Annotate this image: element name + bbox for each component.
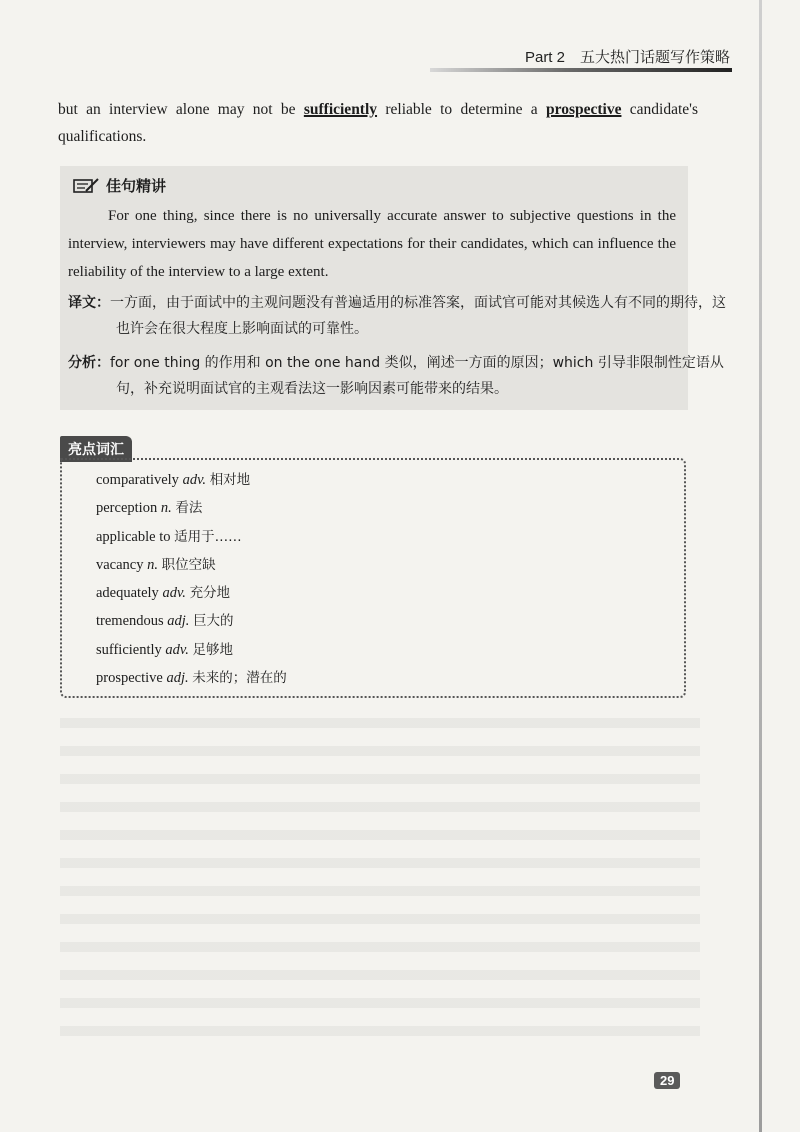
vocab-meaning: 适用于……: [174, 528, 242, 545]
vocab-meaning: 相对地: [209, 472, 251, 488]
vocab-item: [96, 636, 287, 664]
analysis-note-text: for one thing 的作用和 on the one hand 类似，阐述一方面的原因；which 引导非限制性定语从句，补充说明面试官的主观看法这一影响因素可能带来的结果。: [110, 355, 724, 397]
vocab-item: [96, 466, 287, 494]
vocab-word: applicable to: [96, 528, 171, 545]
vocab-item: [96, 494, 287, 522]
vocab-item: [96, 664, 287, 692]
carry-bold-word-2: prospective: [545, 101, 622, 118]
carry-bold-word-1: sufficiently: [303, 101, 378, 118]
vocab-pos: adj.: [167, 613, 190, 630]
vocab-item: [96, 579, 287, 607]
header-rule: [430, 68, 732, 72]
carry-text-3: candidate's qualifications.: [58, 101, 698, 145]
vocab-word: tremendous: [96, 613, 164, 630]
vocab-pos: adv.: [162, 585, 186, 602]
vocab-word: vacancy: [96, 556, 144, 573]
vocab-meaning: 未来的；潜在的: [192, 670, 287, 687]
vocab-pos: n.: [147, 556, 158, 573]
translation-label: 译文：: [68, 295, 110, 311]
vocab-item: [96, 607, 287, 635]
vocab-pos: adj.: [166, 670, 189, 687]
pen-notepad-icon: [72, 177, 100, 195]
translation-block: [68, 290, 728, 342]
translation-text: 一方面，由于面试中的主观问题没有普遍适用的标准答案，面试官可能对其候选人有不同的期待，这也许会在很大程度上影响面试的可靠性。: [110, 295, 726, 337]
bleed-through-area: [60, 700, 700, 1040]
vocab-meaning: 足够地: [192, 641, 234, 658]
analysis-note-block: [68, 350, 728, 402]
page-edge-shadow: [759, 0, 762, 1132]
analysis-note-label: 分析：: [68, 355, 110, 371]
vocab-meaning: 充分地: [189, 585, 231, 602]
vocab-pos: n.: [160, 500, 172, 517]
vocab-word: sufficiently: [96, 641, 162, 658]
vocab-list: [96, 466, 287, 692]
example-sentence: For one thing, since there is no universally accurate answer to subjective questions in the interview, interviewers may have different expectations for their candidates, which can influence the reliability of the interview to a large extent.: [68, 208, 676, 280]
vocab-word: perception: [96, 500, 158, 517]
vocab-word: prospective: [96, 670, 163, 687]
vocab-word: adequately: [96, 585, 159, 602]
sentence-analysis-heading: [72, 175, 166, 196]
page-number: 29: [654, 1072, 680, 1089]
vocab-tab-title: 亮点词汇: [60, 436, 132, 462]
vocab-pos: adv.: [165, 641, 189, 658]
vocab-meaning: 巨大的: [193, 613, 234, 630]
sentence-analysis-title: 佳句精讲: [106, 177, 167, 195]
running-head: Part 2 五大热门话题写作策略: [524, 49, 730, 66]
vocab-item: [96, 551, 287, 579]
vocab-pos: adv.: [182, 472, 207, 488]
carry-text-2: reliable to determine a: [377, 101, 546, 118]
carry-text-1: but an interview alone may not be: [58, 101, 304, 118]
vocab-word: comparatively: [96, 472, 179, 488]
vocab-meaning: 看法: [175, 500, 203, 517]
carry-over-paragraph: [58, 96, 698, 150]
vocab-item: [96, 523, 287, 551]
vocab-meaning: 职位空缺: [161, 556, 216, 573]
